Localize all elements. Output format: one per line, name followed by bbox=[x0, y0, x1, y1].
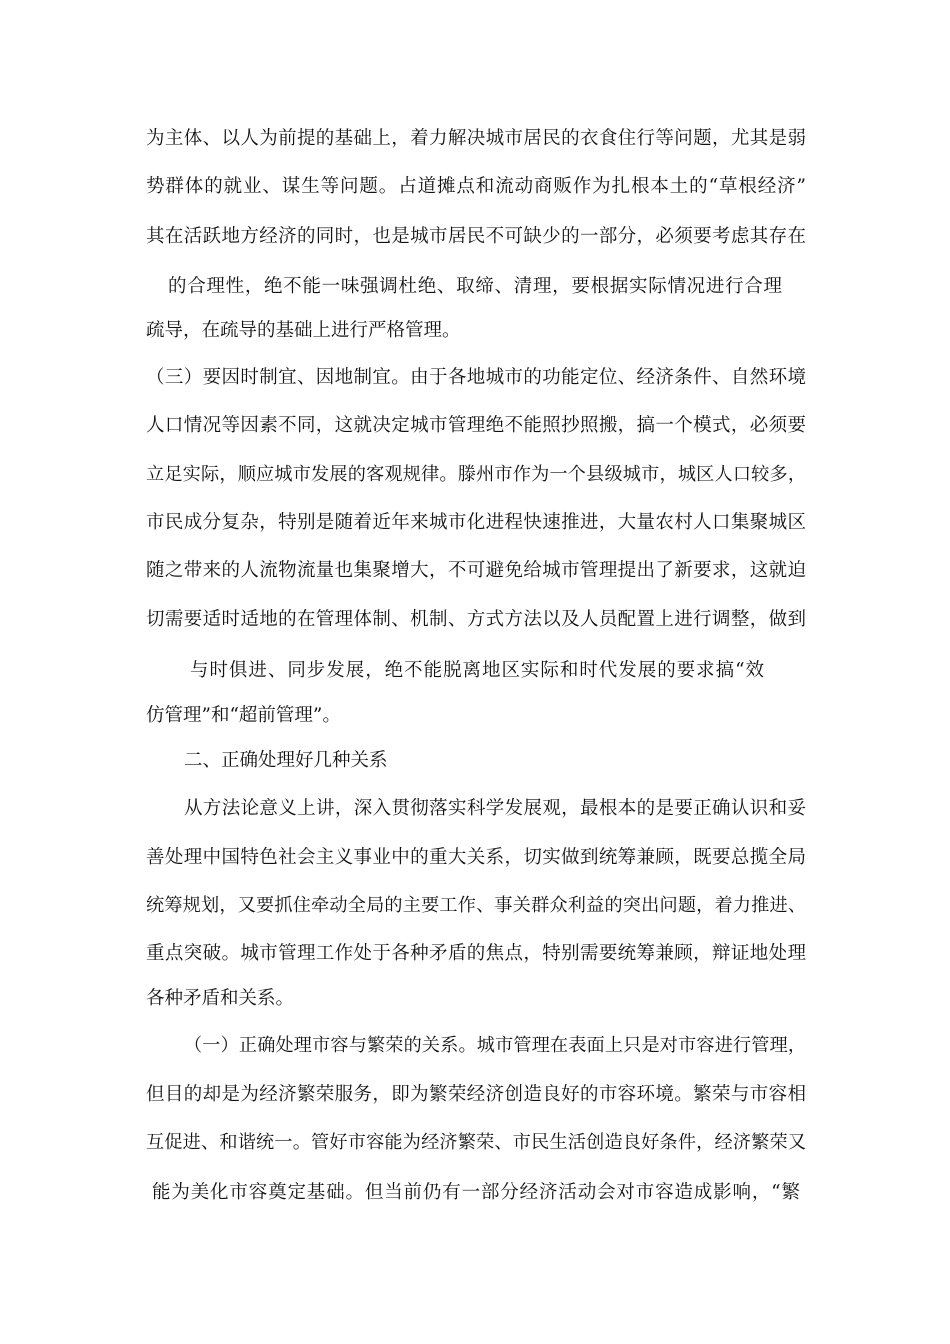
text-line: 仿管理”和“超前管理”。 bbox=[146, 705, 341, 726]
text-line: 与时俱进、同步发展，绝不能脱离地区实际和时代发展的要求搞“效 bbox=[190, 660, 764, 681]
text-line: 势群体的就业、谋生等问题。占道摊点和流动商贩作为扎根本土的“草根经济” bbox=[146, 176, 806, 197]
text-line: 能为美化市容奠定基础。但当前仍有一部分经济活动会对市容造成影响，“繁 bbox=[152, 1182, 800, 1203]
text-line: 随之带来的人流物流量也集聚增大，不可避免给城市管理提出了新要求，这就迫 bbox=[146, 560, 806, 581]
text-line: 市民成分复杂，特别是随着近年来城市化进程快速推进，大量农村人口集聚城区 bbox=[146, 512, 806, 533]
text-line: 但目的却是为经济繁荣服务，即为繁荣经济创造良好的市容环境。繁荣与市容相 bbox=[146, 1084, 806, 1105]
text-line: （三）要因时制宜、因地制宜。由于各地城市的功能定位、经济条件、自然环境 bbox=[146, 367, 806, 388]
text-line: 立足实际，顺应城市发展的客观规律。滕州市作为一个县级城市，城区人口较多， bbox=[146, 464, 806, 485]
text-line: 疏导，在疏导的基础上进行严格管理。 bbox=[146, 320, 461, 341]
text-line: （一）正确处理市容与繁荣的关系。城市管理在表面上只是对市容进行管理， bbox=[184, 1035, 806, 1056]
text-line: 统筹规划，又要抓住牵动全局的主要工作、事关群众利益的突出问题，着力推进、 bbox=[146, 895, 806, 916]
section-heading: 二、正确处理好几种关系 bbox=[184, 750, 388, 771]
text-line: 人口情况等因素不同，这就决定城市管理绝不能照抄照搬，搞一个模式，必须要 bbox=[146, 415, 806, 436]
text-line: 的合理性，绝不能一味强调杜绝、取缔、清理，要根据实际情况进行合理 bbox=[168, 276, 782, 297]
text-line: 重点突破。城市管理工作处于各种矛盾的焦点，特别需要统筹兼顾，辩证地处理 bbox=[146, 943, 806, 964]
text-line: 为主体、以人为前提的基础上，着力解决城市居民的衣食住行等问题，尤其是弱 bbox=[146, 128, 806, 149]
text-line: 善处理中国特色社会主义事业中的重大关系，切实做到统筹兼顾，既要总揽全局 bbox=[146, 847, 806, 868]
text-line: 互促进、和谐统一。管好市容能为经济繁荣、市民生活创造良好条件，经济繁荣又 bbox=[146, 1132, 806, 1153]
text-line: 从方法论意义上讲，深入贯彻落实科学发展观，最根本的是要正确认识和妥 bbox=[184, 798, 806, 819]
text-line: 其在活跃地方经济的同时，也是城市居民不可缺少的一部分，必须要考虑其存在 bbox=[146, 226, 806, 247]
text-line: 切需要适时适地的在管理体制、机制、方式方法以及人员配置上进行调整，做到 bbox=[146, 609, 806, 630]
text-line: 各种矛盾和关系。 bbox=[146, 988, 295, 1009]
